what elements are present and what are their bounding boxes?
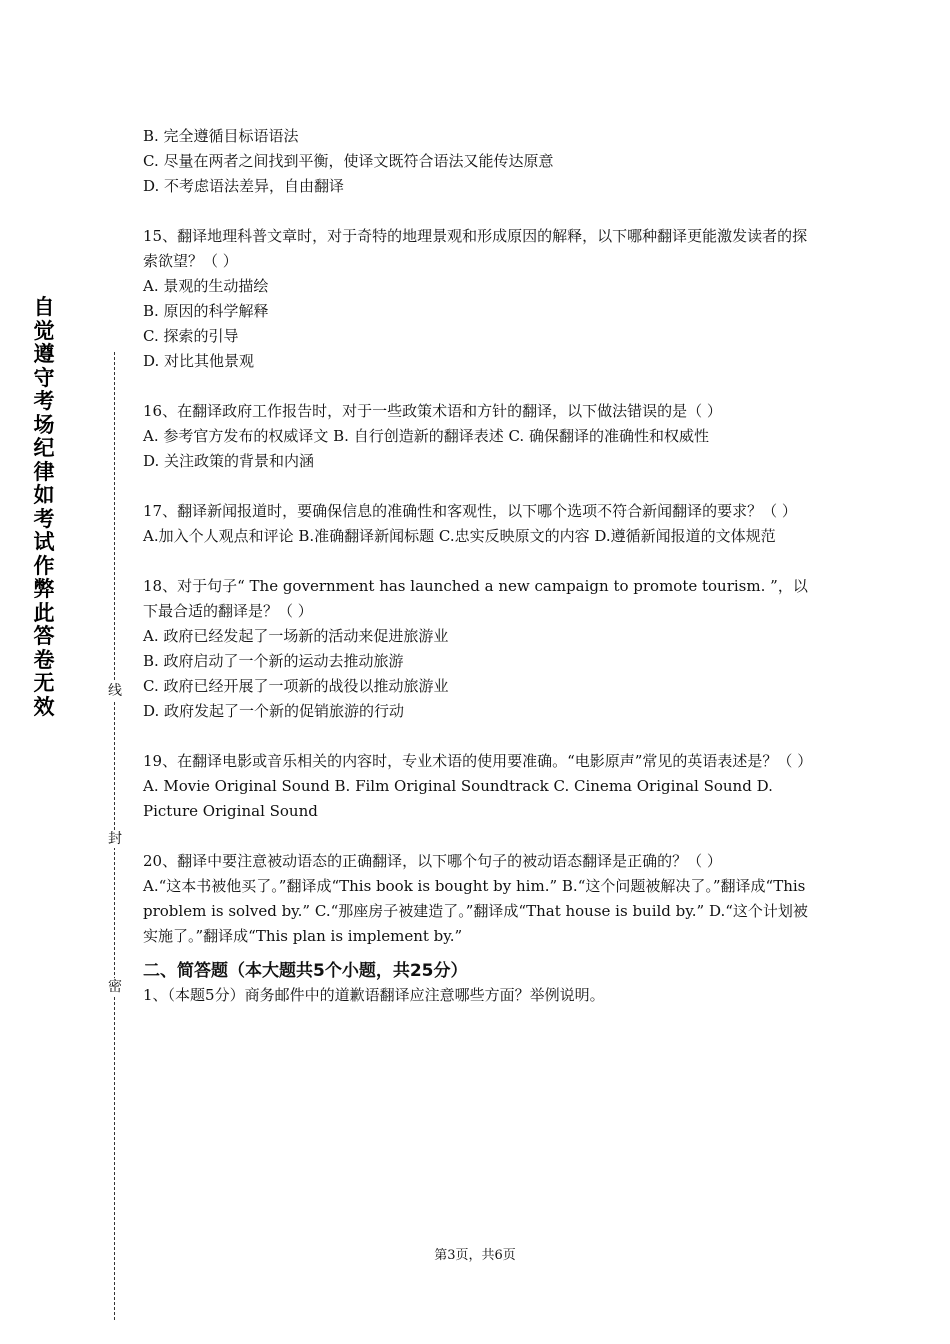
side-label-line: 线 (108, 683, 122, 699)
question-stem: 19、在翻译电影或音乐相关的内容时，专业术语的使用要准确。“电影原声”常见的英语表述是？（ ） (143, 752, 813, 770)
option: D. 对比其他景观 (143, 352, 255, 370)
question-18 (143, 574, 813, 724)
section-title: 二、简答题（本大题共5个小题，共25分） (143, 961, 468, 981)
option: C. 政府已经开展了一项新的战役以推动旅游业 (143, 677, 449, 695)
options-text: A.“这本书被他买了。”翻译成“This book is bought by him.” B.“这个问题被解决了。”翻译成“This problem is solved by.” C.“那座房子被建造了。”翻译成“That house is build by.” D.“这个计划被实施了。”翻译成“This plan is implement by.” (143, 877, 808, 945)
option: B. 原因的科学解释 (143, 302, 269, 320)
option: C. 尽量在两者之间找到平衡，使译文既符合语法又能传达原意 (143, 152, 554, 170)
short-answer-question: 1、（本题5分）商务邮件中的道歉语翻译应注意哪些方面？举例说明。 (143, 986, 605, 1004)
page-footer: 第3页，共6页 (434, 1248, 516, 1263)
options-text: A.加入个人观点和评论 B.准确翻译新闻标题 C.忠实反映原文的内容 D.遵循新闻报道的文体规范 (143, 527, 776, 545)
option: C. 探索的引导 (143, 327, 239, 345)
question-17 (143, 499, 813, 549)
option: A. 参考官方发布的权威译文 B. 自行创造新的翻译表述 C. 确保翻译的准确性和权威性 (143, 427, 709, 445)
option: A. 景观的生动描绘 (143, 277, 269, 295)
option: A. 政府已经发起了一场新的活动来促进旅游业 (143, 627, 449, 645)
option: D. 不考虑语法差异，自由翻译 (143, 177, 345, 195)
question-stem: 18、对于句子“ The government has launched a new campaign to promote tourism. ”，以下最合适的翻译是？（ ） (143, 577, 808, 620)
question-14-options (143, 124, 813, 199)
option: B. 政府启动了一个新的运动去推动旅游 (143, 652, 404, 670)
side-label-seal: 封 (108, 831, 122, 847)
side-label-secret: 密 (108, 979, 122, 995)
question-20 (143, 849, 813, 949)
question-stem: 20、翻译中要注意被动语态的正确翻译，以下哪个句子的被动语态翻译是正确的？（ ） (143, 852, 722, 870)
exam-content (143, 124, 813, 1008)
option: D. 关注政策的背景和内涵 (143, 452, 315, 470)
question-19 (143, 749, 813, 824)
options-text: A. Movie Original Sound B. Film Original Soundtrack C. Cinema Original Sound D. Picture Original Sound (143, 777, 773, 820)
question-15 (143, 224, 813, 374)
question-stem: 16、在翻译政府工作报告时，对于一些政策术语和方针的翻译，以下做法错误的是（ ） (143, 402, 722, 420)
option: B. 完全遵循目标语语法 (143, 127, 299, 145)
option: D. 政府发起了一个新的促销旅游的行动 (143, 702, 405, 720)
question-stem: 15、翻译地理科普文章时，对于奇特的地理景观和形成原因的解释，以下哪种翻译更能激发读者的探索欲望？（ ） (143, 227, 808, 270)
side-warning-title: 自觉遵守考场纪律如考试作弊此答卷无效 (33, 295, 55, 719)
question-16 (143, 399, 813, 474)
question-stem: 17、翻译新闻报道时，要确保信息的准确性和客观性，以下哪个选项不符合新闻翻译的要求？（ ） (143, 502, 797, 520)
